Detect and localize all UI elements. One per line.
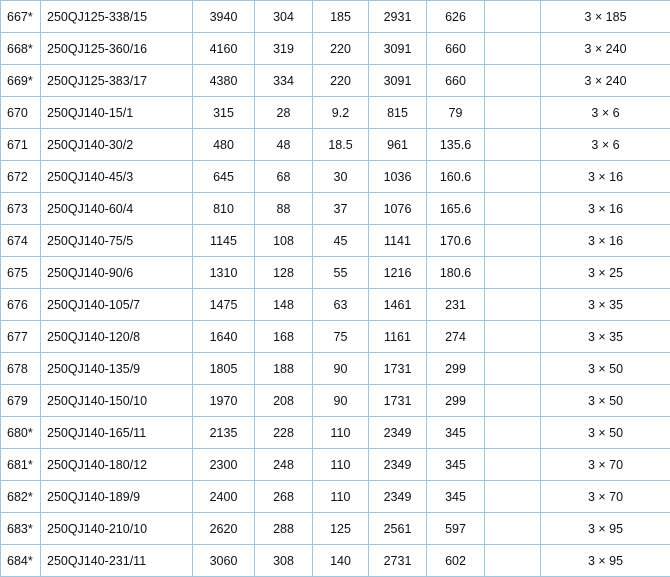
cell-value-b: 165.6: [427, 193, 485, 225]
cell-model: 250QJ140-45/3: [41, 161, 193, 193]
table-row: [1, 33, 670, 65]
cell-spacer: [485, 65, 541, 97]
cell-flow: 2135: [193, 417, 255, 449]
cell-head: 88: [255, 193, 313, 225]
cell-value-a: 1731: [369, 385, 427, 417]
cell-model: 250QJ140-150/10: [41, 385, 193, 417]
cell-power: 90: [313, 385, 369, 417]
cell-item-number: 683*: [1, 513, 41, 545]
cell-value-a: 3091: [369, 65, 427, 97]
cell-power: 140: [313, 545, 369, 577]
cell-flow: 315: [193, 97, 255, 129]
table-row: [1, 513, 670, 545]
cell-power: 110: [313, 449, 369, 481]
cell-spacer: [485, 385, 541, 417]
cell-flow: 2300: [193, 449, 255, 481]
table-body: [1, 1, 670, 577]
cell-power: 125: [313, 513, 369, 545]
cell-flow: 4380: [193, 65, 255, 97]
table-row: [1, 129, 670, 161]
cell-item-number: 670: [1, 97, 41, 129]
cell-spacer: [485, 1, 541, 33]
cell-value-a: 1216: [369, 257, 427, 289]
cell-flow: 1475: [193, 289, 255, 321]
table-row: [1, 225, 670, 257]
cell-model: 250QJ125-383/17: [41, 65, 193, 97]
cell-value-a: 2349: [369, 449, 427, 481]
cell-power: 18.5: [313, 129, 369, 161]
cell-head: 319: [255, 33, 313, 65]
cell-flow: 645: [193, 161, 255, 193]
table-row: [1, 449, 670, 481]
cell-item-number: 669*: [1, 65, 41, 97]
cell-cable: 3 × 95: [541, 513, 670, 545]
cell-item-number: 675: [1, 257, 41, 289]
cell-model: 250QJ125-360/16: [41, 33, 193, 65]
cell-power: 110: [313, 481, 369, 513]
table-row: [1, 321, 670, 353]
cell-spacer: [485, 353, 541, 385]
table-row: [1, 193, 670, 225]
cell-head: 168: [255, 321, 313, 353]
cell-power: 63: [313, 289, 369, 321]
cell-value-b: 660: [427, 33, 485, 65]
cell-spacer: [485, 257, 541, 289]
cell-head: 188: [255, 353, 313, 385]
cell-value-a: 1731: [369, 353, 427, 385]
cell-item-number: 679: [1, 385, 41, 417]
table-row: [1, 161, 670, 193]
table-row: [1, 97, 670, 129]
cell-spacer: [485, 33, 541, 65]
cell-value-b: 135.6: [427, 129, 485, 161]
cell-cable: 3 × 95: [541, 545, 670, 577]
cell-value-b: 345: [427, 449, 485, 481]
cell-spacer: [485, 449, 541, 481]
cell-value-b: 231: [427, 289, 485, 321]
cell-cable: 3 × 35: [541, 289, 670, 321]
cell-model: 250QJ140-30/2: [41, 129, 193, 161]
cell-value-a: 3091: [369, 33, 427, 65]
cell-spacer: [485, 545, 541, 577]
cell-head: 308: [255, 545, 313, 577]
cell-spacer: [485, 289, 541, 321]
cell-spacer: [485, 513, 541, 545]
cell-spacer: [485, 161, 541, 193]
cell-cable: 3 × 240: [541, 65, 670, 97]
cell-power: 110: [313, 417, 369, 449]
cell-flow: 2620: [193, 513, 255, 545]
cell-spacer: [485, 97, 541, 129]
cell-cable: 3 × 6: [541, 129, 670, 161]
cell-value-a: 1461: [369, 289, 427, 321]
cell-flow: 1310: [193, 257, 255, 289]
cell-flow: 810: [193, 193, 255, 225]
table-row: [1, 385, 670, 417]
cell-spacer: [485, 193, 541, 225]
cell-value-b: 660: [427, 65, 485, 97]
cell-flow: 3060: [193, 545, 255, 577]
cell-cable: 3 × 16: [541, 193, 670, 225]
cell-cable: 3 × 16: [541, 161, 670, 193]
cell-power: 45: [313, 225, 369, 257]
cell-item-number: 680*: [1, 417, 41, 449]
cell-head: 248: [255, 449, 313, 481]
cell-power: 37: [313, 193, 369, 225]
cell-flow: 4160: [193, 33, 255, 65]
cell-value-a: 961: [369, 129, 427, 161]
cell-spacer: [485, 481, 541, 513]
cell-cable: 3 × 50: [541, 385, 670, 417]
cell-value-b: 597: [427, 513, 485, 545]
cell-value-b: 160.6: [427, 161, 485, 193]
cell-power: 220: [313, 33, 369, 65]
cell-item-number: 682*: [1, 481, 41, 513]
cell-model: 250QJ140-180/12: [41, 449, 193, 481]
cell-power: 220: [313, 65, 369, 97]
cell-model: 250QJ140-105/7: [41, 289, 193, 321]
cell-flow: 1145: [193, 225, 255, 257]
cell-model: 250QJ140-15/1: [41, 97, 193, 129]
cell-head: 304: [255, 1, 313, 33]
cell-item-number: 672: [1, 161, 41, 193]
cell-spacer: [485, 417, 541, 449]
table-row: [1, 289, 670, 321]
table-row: [1, 481, 670, 513]
cell-value-b: 274: [427, 321, 485, 353]
cell-value-b: 180.6: [427, 257, 485, 289]
cell-spacer: [485, 129, 541, 161]
cell-head: 68: [255, 161, 313, 193]
cell-power: 30: [313, 161, 369, 193]
cell-cable: 3 × 240: [541, 33, 670, 65]
cell-head: 48: [255, 129, 313, 161]
cell-model: 250QJ140-60/4: [41, 193, 193, 225]
cell-item-number: 671: [1, 129, 41, 161]
cell-value-b: 79: [427, 97, 485, 129]
cell-head: 334: [255, 65, 313, 97]
cell-value-a: 2349: [369, 481, 427, 513]
cell-value-b: 345: [427, 481, 485, 513]
cell-item-number: 673: [1, 193, 41, 225]
cell-item-number: 674: [1, 225, 41, 257]
cell-value-a: 815: [369, 97, 427, 129]
cell-item-number: 676: [1, 289, 41, 321]
cell-cable: 3 × 50: [541, 417, 670, 449]
cell-item-number: 684*: [1, 545, 41, 577]
cell-head: 28: [255, 97, 313, 129]
cell-value-b: 626: [427, 1, 485, 33]
cell-spacer: [485, 225, 541, 257]
cell-value-a: 2731: [369, 545, 427, 577]
cell-model: 250QJ140-75/5: [41, 225, 193, 257]
cell-item-number: 677: [1, 321, 41, 353]
cell-value-a: 2349: [369, 417, 427, 449]
cell-value-b: 299: [427, 385, 485, 417]
cell-value-b: 602: [427, 545, 485, 577]
cell-model: 250QJ140-135/9: [41, 353, 193, 385]
cell-cable: 3 × 185: [541, 1, 670, 33]
cell-item-number: 668*: [1, 33, 41, 65]
cell-flow: 2400: [193, 481, 255, 513]
cell-flow: 1805: [193, 353, 255, 385]
cell-head: 268: [255, 481, 313, 513]
cell-value-a: 2561: [369, 513, 427, 545]
cell-head: 288: [255, 513, 313, 545]
cell-model: 250QJ140-189/9: [41, 481, 193, 513]
cell-model: 250QJ125-338/15: [41, 1, 193, 33]
cell-value-b: 345: [427, 417, 485, 449]
cell-cable: 3 × 6: [541, 97, 670, 129]
cell-cable: 3 × 16: [541, 225, 670, 257]
cell-cable: 3 × 25: [541, 257, 670, 289]
cell-flow: 3940: [193, 1, 255, 33]
table-row: [1, 353, 670, 385]
cell-flow: 1640: [193, 321, 255, 353]
table-row: [1, 545, 670, 577]
cell-model: 250QJ140-120/8: [41, 321, 193, 353]
cell-flow: 480: [193, 129, 255, 161]
cell-power: 75: [313, 321, 369, 353]
cell-spacer: [485, 321, 541, 353]
cell-model: 250QJ140-90/6: [41, 257, 193, 289]
cell-item-number: 678: [1, 353, 41, 385]
cell-flow: 1970: [193, 385, 255, 417]
cell-value-a: 1076: [369, 193, 427, 225]
table-row: [1, 65, 670, 97]
cell-model: 250QJ140-231/11: [41, 545, 193, 577]
cell-item-number: 667*: [1, 1, 41, 33]
cell-value-b: 299: [427, 353, 485, 385]
cell-power: 55: [313, 257, 369, 289]
cell-head: 108: [255, 225, 313, 257]
cell-value-b: 170.6: [427, 225, 485, 257]
cell-value-a: 2931: [369, 1, 427, 33]
cell-cable: 3 × 35: [541, 321, 670, 353]
cell-item-number: 681*: [1, 449, 41, 481]
cell-head: 148: [255, 289, 313, 321]
table-row: [1, 417, 670, 449]
table-row: [1, 257, 670, 289]
cell-cable: 3 × 50: [541, 353, 670, 385]
cell-value-a: 1141: [369, 225, 427, 257]
cell-value-a: 1036: [369, 161, 427, 193]
table-row: [1, 1, 670, 33]
cell-head: 228: [255, 417, 313, 449]
cell-model: 250QJ140-165/11: [41, 417, 193, 449]
cell-value-a: 1161: [369, 321, 427, 353]
cell-cable: 3 × 70: [541, 449, 670, 481]
cell-model: 250QJ140-210/10: [41, 513, 193, 545]
cell-power: 9.2: [313, 97, 369, 129]
cell-head: 208: [255, 385, 313, 417]
cell-head: 128: [255, 257, 313, 289]
cell-power: 90: [313, 353, 369, 385]
cell-cable: 3 × 70: [541, 481, 670, 513]
cell-power: 185: [313, 1, 369, 33]
